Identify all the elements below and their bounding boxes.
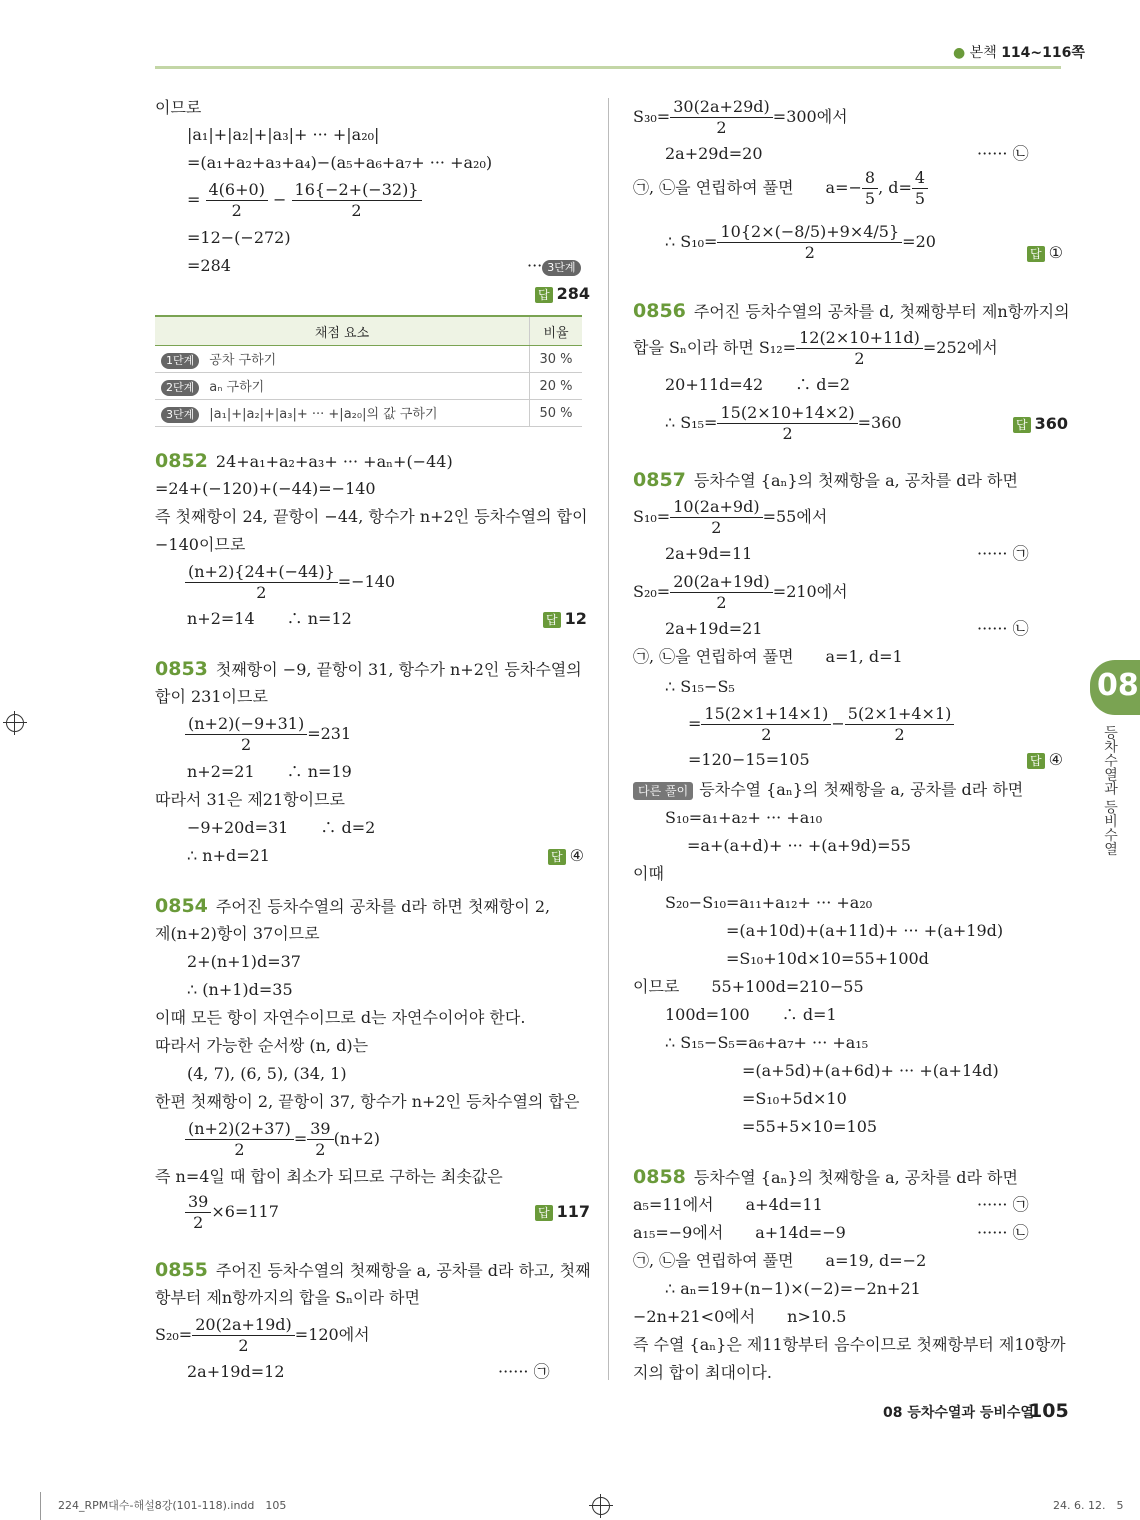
answer [548, 845, 584, 867]
problem-number: 0854 [155, 895, 208, 917]
answer [1013, 413, 1068, 435]
c2-frac-line [633, 328, 998, 369]
text: =360 [857, 413, 902, 432]
equation-mark: ······ ㉡ [977, 1223, 1029, 1242]
fraction [206, 180, 268, 221]
c2-line: S₁₀=a₁+a₂+ ··· +a₁₀ [665, 808, 823, 827]
text: ∴ S₁₀= [665, 232, 718, 251]
c1-line: 2a+19d=12 [187, 1362, 285, 1381]
registration-mark-icon [592, 1497, 610, 1515]
text: 등차수열 {aₙ}의 첫째항을 a, 공차를 d라 하면 [693, 1168, 1018, 1187]
problem-0854 [155, 895, 550, 918]
c1-line: |a₁|+|a₂|+|a₃|+ ··· +|a₂₀| [187, 125, 380, 144]
c1-frac-line [185, 562, 395, 603]
c2-line: ㉠, ㉡을 연립하여 풀면 a=19, d=−2 [633, 1251, 927, 1270]
fraction [670, 572, 773, 613]
problem-0852 [155, 450, 453, 473]
text: S₁₀= [633, 507, 671, 526]
problem-0858 [633, 1166, 1018, 1189]
c1-frac-line [187, 180, 422, 221]
alt-solution [633, 779, 1023, 801]
c2-line: a₅=11에서 a+4d=11 [633, 1195, 823, 1214]
text: 합을 Sₙ이라 하면 S₁₂= [633, 338, 797, 357]
text: ×6=117 [211, 1202, 279, 1221]
eq: = [293, 1129, 308, 1148]
cell: 20 % [530, 373, 583, 400]
fraction [796, 328, 923, 369]
c2-line: S₂₀−S₁₀=a₁₁+a₁₂+ ··· +a₂₀ [665, 893, 873, 912]
text: 주어진 등차수열의 공차를 d, 첫째항부터 제n항까지의 [693, 302, 1070, 321]
answer-icon: 답 [543, 612, 561, 628]
text: S₂₀= [633, 582, 671, 601]
text: ∴ S₁₅= [665, 413, 718, 432]
numerator: 15(2×10+14×2) [717, 403, 857, 424]
equation-mark: ······ ㉡ [977, 144, 1029, 163]
fraction [185, 1119, 294, 1160]
problem-0856 [633, 300, 1070, 323]
c1-line: 제(n+2)항이 37이므로 [155, 924, 320, 943]
denominator: 2 [256, 583, 267, 602]
equation-mark: ······ ㉠ [977, 544, 1029, 563]
answer [535, 1201, 590, 1223]
numerator: 39 [185, 1192, 211, 1213]
answer [1027, 242, 1063, 264]
c2-line: =(a+10d)+(a+11d)+ ··· +(a+19d) [726, 921, 1004, 940]
c2-frac-line [633, 97, 848, 138]
numerator: 10(2a+9d) [670, 497, 762, 518]
c2-line: =(a+5d)+(a+6d)+ ··· +(a+14d) [742, 1061, 999, 1080]
c2-line: 이때 [633, 864, 664, 883]
numerator: (n+2)(−9+31) [185, 714, 307, 735]
text: =252에서 [922, 338, 998, 357]
text: 주어진 등차수열의 공차를 d라 하면 첫째항이 2, [215, 897, 551, 916]
text: 등차수열 {aₙ}의 첫째항을 a, 공차를 d라 하면 [693, 471, 1018, 490]
answer-icon: 답 [548, 849, 566, 865]
c2-line: ∴ S₁₅−S₅=a₆+a₇+ ··· +a₁₅ [665, 1033, 869, 1052]
c1-frac-line [185, 1192, 279, 1233]
fraction [185, 1192, 211, 1233]
problem-0855 [155, 1259, 591, 1282]
chapter-tab-number: 08 [1097, 668, 1139, 703]
text: (n+2) [333, 1129, 380, 1148]
c2-line: 지의 합이 최대이다. [633, 1363, 772, 1382]
answer-value: 284 [556, 284, 590, 303]
header-reference [953, 42, 1085, 64]
answer-value: 360 [1034, 414, 1068, 433]
c2-line: 20+11d=42 ∴ d=2 [665, 375, 851, 394]
cell: 공차 구하기 [209, 353, 277, 368]
dots: ··· [527, 256, 543, 275]
problem-0857 [633, 469, 1018, 492]
cell: |a₁|+|a₂|+|a₃|+ ··· +|a₂₀|의 값 구하기 [209, 407, 438, 422]
cell: 50 % [530, 400, 583, 427]
footer-date: 24. 6. 12. 5 [1053, 1499, 1124, 1512]
step-badge: 3단계 [161, 407, 199, 423]
scoring-table [155, 315, 582, 427]
numerator: 15(2×1+14×1) [701, 704, 831, 725]
c1-line: 따라서 가능한 순서쌍 (n, d)는 [155, 1036, 369, 1055]
c2-frac-line [665, 403, 902, 444]
text: S₂₀= [155, 1325, 193, 1344]
table-row [155, 400, 582, 427]
c1-line: 항부터 제n항까지의 합을 Sₙ이라 하면 [155, 1288, 420, 1307]
table-header: 비율 [530, 316, 583, 346]
c1-line: 즉 첫째항이 24, 끝항이 −44, 항수가 n+2인 등차수열의 합이 [155, 507, 588, 526]
problem-number: 0858 [633, 1166, 686, 1188]
header-bullet: ● [953, 45, 966, 61]
minus: − [831, 714, 845, 733]
denominator: 2 [761, 725, 772, 744]
c2-line: 2a+9d=11 [665, 544, 753, 563]
c2-frac-line [688, 704, 954, 745]
fraction [292, 180, 422, 221]
numerator: 30(2a+29d) [670, 97, 773, 118]
text: =231 [307, 724, 352, 743]
c1-line: −9+20d=31 ∴ d=2 [187, 818, 376, 837]
numerator: (n+2){24+(−44)} [185, 562, 338, 583]
c2-line: ㉠, ㉡을 연립하여 풀면 a=1, d=1 [633, 647, 903, 666]
answer-icon: 답 [1027, 246, 1045, 262]
chapter-tab-title: 등차수열과 등비수열 [1102, 725, 1118, 856]
equation-mark: ······ ㉠ [498, 1362, 550, 1381]
c2-line: 즉 수열 {aₙ}은 제11항부터 음수이므로 첫째항부터 제10항까 [633, 1335, 1066, 1354]
c1-line: 즉 n=4일 때 합이 최소가 되므로 구하는 최솟값은 [155, 1167, 503, 1186]
text: 첫째항이 −9, 끝항이 31, 항수가 n+2인 등차수열의 [215, 660, 582, 679]
c1-line: 따라서 31은 제21항이므로 [155, 790, 345, 809]
text: =−140 [337, 572, 396, 591]
answer-icon: 답 [1013, 417, 1031, 433]
problem-0853 [155, 658, 582, 681]
header-pages: 114~116쪽 [1001, 45, 1085, 61]
text: 24+a₁+a₂+a₃+ ··· +aₙ+(−44) [215, 452, 453, 471]
c1-line: 합이 231이므로 [155, 687, 268, 706]
answer-value: ① [1048, 243, 1063, 262]
c1-line: 2+(n+1)d=37 [187, 952, 301, 971]
step-badge: 1단계 [161, 353, 199, 369]
c2-frac-line [633, 168, 928, 209]
c2-line: =S₁₀+10d×10=55+100d [726, 949, 929, 968]
step-badge: 3단계 [542, 260, 580, 276]
answer [535, 283, 590, 305]
c2-line: 2a+19d=21 [665, 619, 763, 638]
numerator: 4 [912, 168, 928, 189]
text: 등차수열 {aₙ}의 첫째항을 a, 공차를 d라 하면 [699, 780, 1024, 799]
numerator: 20(2a+19d) [670, 572, 773, 593]
text: , d= [878, 178, 912, 197]
denominator: 2 [716, 118, 727, 137]
fraction [862, 168, 878, 209]
numerator: 10{2×(−8/5)+9×4/5} [717, 222, 902, 243]
denominator: 5 [864, 189, 876, 208]
text: =210에서 [772, 582, 848, 601]
numerator: 5(2×1+4×1) [845, 704, 955, 725]
denominator: 2 [804, 243, 815, 262]
denominator: 2 [894, 725, 905, 744]
denominator: 2 [782, 424, 793, 443]
denominator: 5 [914, 189, 926, 208]
fraction [185, 562, 338, 603]
c2-line: ∴ aₙ=19+(n−1)×(−2)=−2n+21 [665, 1279, 921, 1298]
c1-line: ∴ (n+1)d=35 [187, 980, 293, 999]
c1-line: 이므로 [155, 98, 202, 117]
problem-number: 0857 [633, 469, 686, 491]
answer-value: ④ [1048, 750, 1063, 769]
problem-number: 0853 [155, 658, 208, 680]
c2-line: =a+(a+d)+ ··· +(a+9d)=55 [687, 836, 911, 855]
text: =20 [902, 232, 936, 251]
c1-line: (4, 7), (6, 5), (34, 1) [187, 1064, 347, 1083]
c2-line: 2a+29d=20 [665, 144, 763, 163]
cell: 30 % [530, 346, 583, 373]
c2-line: ∴ S₁₅−S₅ [665, 677, 735, 696]
fraction [845, 704, 955, 745]
numerator: 20(2a+19d) [192, 1315, 295, 1336]
footer-divider [40, 1492, 41, 1520]
header-rule [155, 66, 1061, 69]
table-header: 채점 요소 [155, 316, 530, 346]
denominator: 2 [351, 201, 362, 220]
c1-line: =284 [187, 256, 231, 275]
fraction [670, 97, 773, 138]
problem-number: 0852 [155, 450, 208, 472]
problem-number: 0856 [633, 300, 686, 322]
answer-value: ④ [569, 846, 584, 865]
answer-value: 12 [564, 609, 587, 628]
header-book: 본책 [969, 45, 997, 61]
numerator: 16{−2+(−32)} [292, 180, 422, 201]
c1-frac-line [185, 1119, 380, 1160]
c1-line: n+2=14 ∴ n=12 [187, 609, 352, 628]
answer [1027, 749, 1063, 771]
fraction [192, 1315, 295, 1356]
c1-line: n+2=21 ∴ n=19 [187, 762, 352, 781]
c2-line: =55+5×10=105 [742, 1117, 878, 1136]
step-badge: 2단계 [161, 380, 199, 396]
eq: = [187, 190, 201, 209]
fraction [717, 222, 902, 263]
footer-chapter: 08 등차수열과 등비수열 [883, 1405, 1034, 1421]
equation-mark: ······ ㉠ [977, 1195, 1029, 1214]
table-row [155, 346, 582, 373]
answer-icon: 답 [535, 287, 553, 303]
c2-line: −2n+21<0에서 n>10.5 [633, 1307, 847, 1326]
fraction [912, 168, 928, 209]
text: =120에서 [294, 1325, 370, 1344]
c2-frac-line [665, 222, 936, 263]
numerator: 8 [862, 168, 878, 189]
cell: aₙ 구하기 [209, 380, 265, 395]
c2-line: a₁₅=−9에서 a+14d=−9 [633, 1223, 846, 1242]
denominator: 2 [193, 1213, 204, 1232]
c1-line: −140이므로 [155, 535, 246, 554]
denominator: 2 [234, 1140, 245, 1159]
c2-line: =120−15=105 [688, 750, 810, 769]
c1-line: 한편 첫째항이 2, 끝항이 37, 항수가 n+2인 등차수열의 합은 [155, 1092, 580, 1111]
answer [543, 608, 587, 630]
numerator: 12(2×10+11d) [796, 328, 923, 349]
fraction [701, 704, 831, 745]
registration-mark-icon [6, 714, 24, 732]
denominator: 2 [231, 201, 242, 220]
footer-file: 224_RPM대수-해설8강(101-118).indd 105 [58, 1499, 287, 1512]
c1-line: =(a₁+a₂+a₃+a₄)−(a₅+a₆+a₇+ ··· +a₂₀) [187, 153, 493, 172]
denominator: 2 [238, 1336, 249, 1355]
fraction [670, 497, 762, 538]
fraction [185, 714, 307, 755]
text: =55에서 [762, 507, 828, 526]
c1-line: ∴ n+d=21 [187, 846, 270, 865]
equation-mark: ······ ㉡ [977, 619, 1029, 638]
eq: = [688, 714, 702, 733]
c2-frac-line [633, 497, 827, 538]
text: ㉠, ㉡을 연립하여 풀면 a=− [633, 178, 862, 197]
numerator: (n+2)(2+37) [185, 1119, 294, 1140]
c1-line: 이때 모든 항이 자연수이므로 d는 자연수이어야 한다. [155, 1008, 526, 1027]
denominator: 2 [716, 593, 727, 612]
answer-icon: 답 [535, 1205, 553, 1221]
fraction [717, 403, 857, 444]
alt-solution-badge: 다른 풀이 [633, 782, 693, 800]
text: 주어진 등차수열의 첫째항을 a, 공차를 d라 하고, 첫째 [215, 1261, 591, 1280]
c1-line: =12−(−272) [187, 228, 291, 247]
text: =300에서 [772, 107, 848, 126]
text: S₃₀= [633, 107, 671, 126]
answer-icon: 답 [1027, 753, 1045, 769]
c2-frac-line [633, 572, 848, 613]
footer-page-number: 105 [1029, 1400, 1069, 1422]
step-tag [527, 255, 581, 277]
c2-line: 이므로 55+100d=210−55 [633, 977, 864, 996]
numerator: 4(6+0) [206, 180, 268, 201]
denominator: 2 [854, 349, 865, 368]
c2-line: 100d=100 ∴ d=1 [665, 1005, 837, 1024]
c1-line: =24+(−120)+(−44)=−140 [155, 479, 376, 498]
denominator: 2 [241, 735, 252, 754]
minus: − [273, 190, 287, 209]
column-divider [608, 98, 609, 1380]
fraction [307, 1119, 333, 1160]
problem-number: 0855 [155, 1259, 208, 1281]
denominator: 2 [315, 1140, 326, 1159]
denominator: 2 [711, 518, 722, 537]
numerator: 39 [307, 1119, 333, 1140]
table-row [155, 373, 582, 400]
answer-value: 117 [556, 1202, 590, 1221]
c2-line: =S₁₀+5d×10 [742, 1089, 847, 1108]
c1-frac-line [185, 714, 351, 755]
c1-frac-line [155, 1315, 370, 1356]
